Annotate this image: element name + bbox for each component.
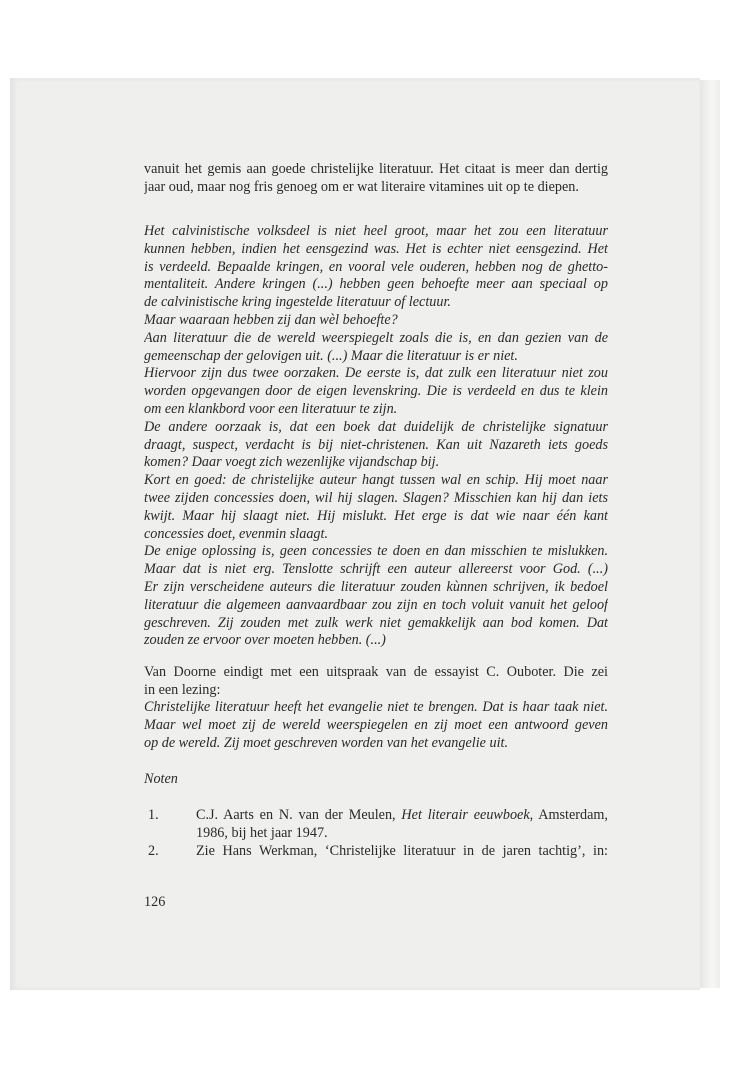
text-line: is verdeeld. Bepaalde kringen, en vooral vele ouderen, hebben nog de ghetto-: [144, 258, 608, 275]
page-edge: [700, 80, 720, 988]
text-line: vanuit het gemis aan goede christelijke literatuur. Het citaat is meer dan dertig: [144, 161, 608, 177]
text-line: Maar waaraan hebben zij dan wèl behoefte?: [144, 311, 398, 328]
footnote-text: 1986, bij het jaar 1947.: [196, 824, 328, 841]
text-line: Er zijn verscheidene auteurs die literatuur zouden kùnnen schrijven, ik bedoel: [144, 578, 608, 595]
text-line: Maar dat is niet erg. Tenslotte schrijft een auteur allereerst voor God. (...): [144, 561, 608, 578]
footnote-1: [144, 807, 608, 843]
block-quote-ouboter: [144, 699, 608, 752]
text-line: concessies doet, evenmin slaagt.: [144, 525, 328, 542]
text-line: Het calvinistische volksdeel is niet heel groot, maar het zou een literatuur: [144, 223, 608, 239]
text-line: de calvinistische kring ingestelde literatuur of lectuur.: [144, 294, 451, 311]
footnote-number: 1.: [148, 807, 159, 823]
text-line: De enige oplossing is, geen concessies te doen en dan misschien te mislukken.: [144, 543, 608, 560]
text-line: geschreven. Zij zouden met zulk werk niet gemakkelijk aan bod komen. Dat: [144, 614, 608, 631]
text-line: Van Doorne eindigt met een uitspraak van de essayist C. Ouboter. Die zei: [144, 664, 608, 680]
footnote-text: , Amsterdam,: [529, 807, 608, 823]
footnote-text: C.J. Aarts en N. van der Meulen,: [196, 807, 402, 823]
footnote-text: Zie Hans Werkman, ‘Christelijke literatuur in de jaren tachtig’, in:: [196, 843, 608, 859]
notes-heading: Noten: [144, 771, 178, 787]
text-line: kwijt. Maar hij slaagt niet. Hij mislukt. Het erge is dat wie naar één kant: [144, 507, 608, 524]
text-line: Hiervoor zijn dus twee oorzaken. De eerste is, dat zulk een literatuur niet zou: [144, 365, 608, 382]
text-line: De andere oorzaak is, dat een boek dat duidelijk de christelijke signatuur: [144, 418, 608, 435]
text-line: om een klankbord voor een literatuur te zijn.: [144, 400, 398, 417]
text-line: jaar oud, maar nog fris genoeg om er wat literaire vitamines uit op te diepen.: [144, 178, 579, 195]
text-line: op de wereld. Zij moet geschreven worden van het evangelie uit.: [144, 734, 509, 751]
text-line: draagt, suspect, verdacht is bij niet-christenen. Kan uit Nazareth iets goeds: [144, 436, 608, 453]
text-line: twee zijden concessies doen, wil hij slagen. Slagen? Misschien kan hij dan iets: [144, 489, 608, 506]
text-line: kunnen hebben, indien het eensgezind was. Het is echter niet eensgezind. Het: [144, 240, 608, 257]
footnote-book-title: Het literair eeuwboek: [401, 807, 530, 823]
text-line: gemeenschap der gelovigen uit. (...) Maar die literatuur is er niet.: [144, 347, 518, 364]
text-line: literatuur die algemeen aanvaardbaar zou zijn en toch voluit vanuit het geloof: [144, 596, 608, 613]
text-line: komen? Daar voegt zich wezenlijke vijandschap bij.: [144, 454, 440, 471]
text-line: Kort en goed: de christelijke auteur hangt tussen wal en schip. Hij moet naar: [144, 472, 608, 489]
paragraph-ouboter: [144, 664, 608, 700]
text-line: Aan literatuur die de wereld weerspiegelt zoals die is, en dan gezien van de: [144, 329, 608, 346]
text-line: mentaliteit. Andere kringen (...) hebben geen behoefte meer aan speciaal op: [144, 276, 608, 293]
footnote-2: [144, 843, 608, 861]
block-quote-van-doorne: [144, 223, 608, 650]
text-line: in een lezing:: [144, 681, 221, 698]
intro-paragraph: [144, 161, 608, 197]
text-line: zouden ze ervoor over moeten hebben. (...): [144, 632, 386, 649]
text-line: Christelijke literatuur heeft het evangelie niet te brengen. Dat is haar taak niet.: [144, 699, 608, 715]
text-line: worden opgevangen door de eigen levenskring. Die is verdeeld en dus te klein: [144, 383, 608, 400]
page-number: 126: [144, 894, 166, 910]
text-line: Maar wel moet zij de wereld weerspiegelen en zij moet een antwoord geven: [144, 716, 608, 733]
footnote-number: 2.: [148, 843, 159, 859]
